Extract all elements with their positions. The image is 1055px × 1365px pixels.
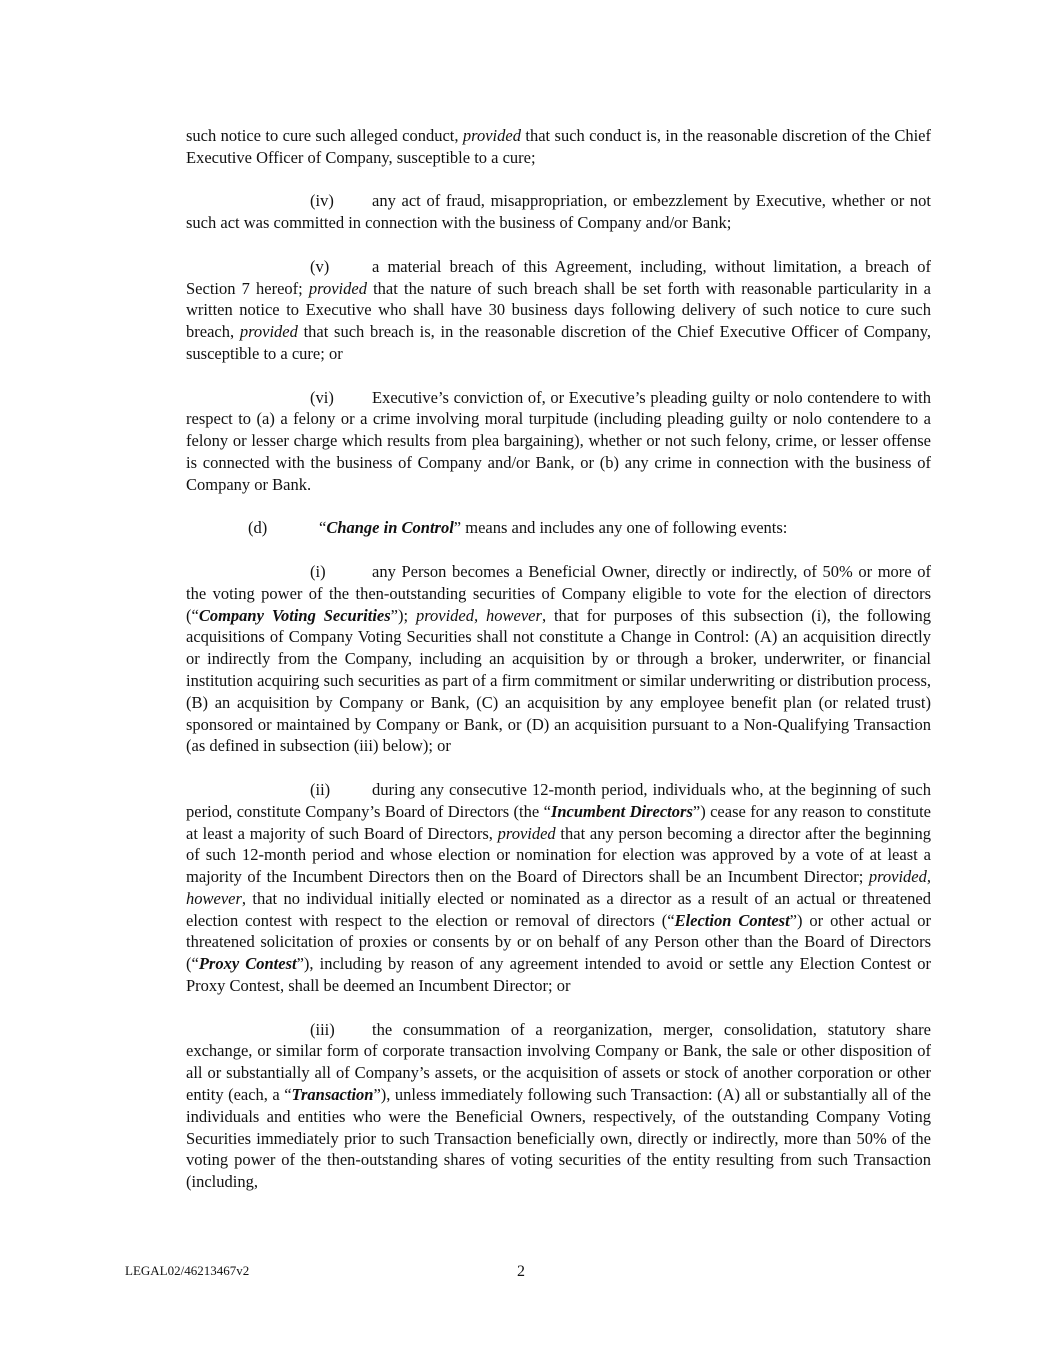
clause-marker: (vi) — [310, 387, 334, 407]
emphasis-provided-however: provided, however — [186, 867, 931, 908]
clause-text: the consummation of a reorganization, merger, consolidation, statutory share exchange, or similar form of corporate transaction involving Company or Bank, the sale or other disposition of all or substantially all of Company’s assets, or the acquisition of assets or stock of another corporation or other entity (each, a “ — [186, 1019, 931, 1105]
footer-document-id: LEGAL02/46213467v2 — [125, 1263, 250, 1278]
clause-marker: (iii) — [310, 1019, 335, 1039]
emphasis-provided: provided — [308, 278, 367, 298]
paragraph-text: that such conduct is, in the reasonable discretion of the Chief Executive Officer of Company, susceptible to a cure; — [186, 126, 931, 167]
clause-text: , that no individual initially elected or nominated as a director as a result of an actual or threatened election contest with respect to the election or removal of directors (“ — [186, 888, 931, 930]
clause-text: Executive’s conviction of, or Executive’s pleading guilty or nolo contendere to with respect to (a) a felony or a crime involving moral turpitude (including pleading guilty or nolo contendere to a felony or lesser charge which results from plea bargaining), whether or not such felony, crime, or lesser offense is connected with the business of Company and/or Bank, or (b) any crime in connection with the business of Company or Bank. — [186, 387, 931, 494]
clause-text: any Person becomes a Beneficial Owner, directly or indirectly, of 50% or more of the voting power of the then-outstanding securities of Company eligible to vote for the election of directors (“ — [186, 561, 931, 625]
defined-term-transaction: Transaction — [291, 1085, 374, 1105]
clause-marker: (v) — [310, 256, 330, 276]
section-text: ” means and includes any one of following events: — [453, 518, 788, 538]
paragraph-text: such notice to cure such alleged conduct, — [186, 126, 463, 145]
defined-term-election-contest: Election Contest — [674, 910, 790, 930]
footer-page-number: 2 — [517, 1263, 525, 1280]
clause-i — [186, 561, 931, 757]
emphasis-provided: provided — [497, 823, 556, 843]
clause-marker: (i) — [310, 561, 326, 581]
clause-v — [186, 256, 931, 365]
defined-term-incumbent-directors: Incumbent Directors — [550, 801, 693, 821]
clause-text: , that for purposes of this subsection (i), the following acquisitions of Company Voting Securities shall not constitute a Change in Control: (A) an acquisition directly or indirectly from the Company, including an acquisition by or through a broker, underwriter, or financial institution acquiring such securities as part of a firm commitment or similar underwriting or distribution process, (B) an acquisition by Company or Bank, (C) an acquisition by any employee benefit plan (or related trust) sponsored or maintained by Company or Bank, or (D) an acquisition pursuant to a Non-Qualifying Transaction (as defined in subsection (iii) below); or — [186, 605, 932, 756]
clause-text: ”) cease for any reason to constitute at least a majority of such Board of Directors, — [186, 801, 932, 843]
defined-term-change-in-control: Change in Control — [326, 518, 454, 538]
defined-term-company-voting-securities: Company Voting Securities — [198, 605, 391, 625]
clause-vi — [186, 387, 931, 496]
paragraph-continuation — [186, 125, 931, 169]
clause-marker: (iv) — [310, 191, 334, 211]
emphasis-provided: provided — [239, 322, 298, 342]
section-d — [186, 517, 931, 539]
clause-text: ”), including by reason of any agreement intended to avoid or settle any Election Contest or Proxy Contest, shall be deemed an Incumbent Director; or — [186, 954, 931, 996]
quote-mark: “ — [319, 518, 327, 538]
clause-iii — [186, 1019, 931, 1193]
clause-text: a material breach of this Agreement, including, without limitation, a breach of Section 7 hereof; — [186, 256, 931, 298]
document-body — [186, 125, 931, 1215]
clause-text: that such breach is, in the reasonable discretion of the Chief Executive Officer of Company, susceptible to a cure; or — [186, 322, 931, 363]
clause-marker: (ii) — [310, 779, 331, 799]
clause-text: ”), unless immediately following such Transaction: (A) all or substantially all of the individuals and entities who were the Beneficial Owners, respectively, of the outstanding Company Voting Securities immediately prior to such Transaction beneficially own, directly or indirectly, more than 50% of the voting power of the then-outstanding shares of voting securities of the entity resulting from such Transaction (including, — [186, 1085, 931, 1192]
clause-text: that the nature of such breach shall be set forth with reasonable particularity in a written notice to Executive who shall have 30 business days following delivery of such notice to cure such breach, — [186, 278, 932, 342]
clause-iv — [186, 190, 931, 234]
emphasis-provided-however: provided, however — [415, 605, 542, 625]
clause-ii — [186, 779, 931, 997]
defined-term-proxy-contest: Proxy Contest — [198, 954, 297, 974]
clause-text: during any consecutive 12-month period, individuals who, at the beginning of such period, constitute Company’s Board of Directors (the “ — [186, 779, 931, 821]
clause-text: ”) or other actual or threatened solicitation of proxies or consents by or on behalf of any Person other than the Board of Directors (“ — [186, 910, 931, 974]
emphasis-provided: provided — [462, 126, 521, 145]
clause-text: ”); — [390, 605, 416, 625]
section-marker: (d) — [248, 518, 268, 538]
clause-text: any act of fraud, misappropriation, or embezzlement by Executive, whether or not such act was committed in connection with the business of Company and/or Bank; — [186, 191, 931, 233]
clause-text: that any person becoming a director after the beginning of such 12-month period and whose election or nomination for election was approved by a vote of at least a majority of the Incumbent Directors then on the Board of Directors shall be an Incumbent Director; — [186, 823, 931, 887]
